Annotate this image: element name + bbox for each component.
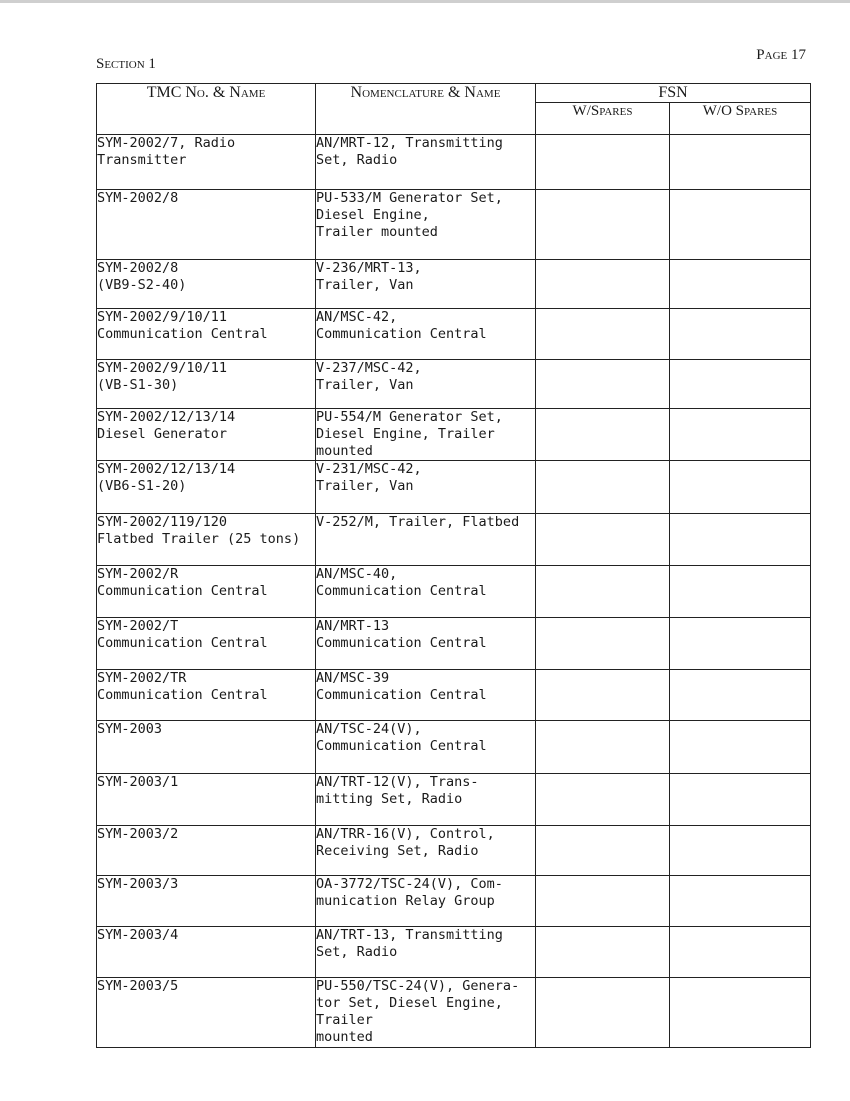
fsn-with-spares-cell xyxy=(536,260,670,309)
table-row xyxy=(97,927,811,978)
table-row xyxy=(97,461,811,514)
section-label: Section 1 xyxy=(96,56,156,72)
table-row xyxy=(97,190,811,260)
nomenclature-cell: AN/MSC-39 Communication Central xyxy=(316,670,536,721)
fsn-without-spares-cell xyxy=(670,260,811,309)
fsn-with-spares-cell xyxy=(536,978,670,1048)
fsn-without-spares-cell xyxy=(670,670,811,721)
table-row xyxy=(97,260,811,309)
tmc-cell: SYM-2002/12/13/14 (VB6-S1-20) xyxy=(97,461,316,514)
nomenclature-cell: AN/TRT-12(V), Trans- mitting Set, Radio xyxy=(316,774,536,826)
nomenclature-cell: AN/MSC-40, Communication Central xyxy=(316,566,536,618)
table-row xyxy=(97,774,811,826)
fsn-without-spares-cell xyxy=(670,618,811,670)
fsn-with-spares-cell xyxy=(536,461,670,514)
fsn-without-spares-cell xyxy=(670,566,811,618)
tmc-cell: SYM-2002/T Communication Central xyxy=(97,618,316,670)
table-row xyxy=(97,670,811,721)
nomenclature-cell: V-252/M, Trailer, Flatbed xyxy=(316,514,536,566)
tmc-cell: SYM-2002/9/10/11 (VB-S1-30) xyxy=(97,360,316,409)
fsn-without-spares-cell xyxy=(670,309,811,360)
fsn-without-spares-cell xyxy=(670,514,811,566)
tmc-cell: SYM-2002/8 (VB9-S2-40) xyxy=(97,260,316,309)
tmc-cell: SYM-2003 xyxy=(97,721,316,774)
nomenclature-cell: PU-550/TSC-24(V), Genera- tor Set, Diesel Engine, Trailer mounted xyxy=(316,978,536,1048)
tmc-cell: SYM-2002/12/13/14 Diesel Generator xyxy=(97,409,316,461)
table-row xyxy=(97,566,811,618)
nomenclature-cell: V-237/MSC-42, Trailer, Van xyxy=(316,360,536,409)
fsn-with-spares-cell xyxy=(536,409,670,461)
fsn-without-spares-cell xyxy=(670,461,811,514)
fsn-with-spares-cell xyxy=(536,618,670,670)
page-number: Page 17 xyxy=(756,47,806,63)
nomenclature-cell: PU-533/M Generator Set, Diesel Engine, Trailer mounted xyxy=(316,190,536,260)
nomenclature-cell: PU-554/M Generator Set, Diesel Engine, Trailer mounted xyxy=(316,409,536,461)
fsn-without-spares-cell xyxy=(670,721,811,774)
nomenclature-cell: AN/MRT-13 Communication Central xyxy=(316,618,536,670)
col-header-without-spares: W/O Spares xyxy=(670,103,811,135)
fsn-with-spares-cell xyxy=(536,514,670,566)
fsn-with-spares-cell xyxy=(536,360,670,409)
table-row xyxy=(97,135,811,190)
table-row xyxy=(97,514,811,566)
scan-top-edge xyxy=(0,0,850,3)
table-row xyxy=(97,978,811,1048)
table-row xyxy=(97,876,811,927)
nomenclature-cell: V-236/MRT-13, Trailer, Van xyxy=(316,260,536,309)
table-row xyxy=(97,360,811,409)
table-row xyxy=(97,409,811,461)
fsn-without-spares-cell xyxy=(670,190,811,260)
table-row xyxy=(97,721,811,774)
fsn-without-spares-cell xyxy=(670,876,811,927)
fsn-without-spares-cell xyxy=(670,978,811,1048)
tmc-cell: SYM-2002/R Communication Central xyxy=(97,566,316,618)
col-header-nomenclature: Nomenclature & Name xyxy=(316,84,536,135)
nomenclature-cell: AN/MRT-12, Transmitting Set, Radio xyxy=(316,135,536,190)
fsn-with-spares-cell xyxy=(536,566,670,618)
fsn-with-spares-cell xyxy=(536,135,670,190)
fsn-with-spares-cell xyxy=(536,721,670,774)
tmc-cell: SYM-2002/7, Radio Transmitter xyxy=(97,135,316,190)
tmc-cell: SYM-2002/119/120 Flatbed Trailer (25 tons) xyxy=(97,514,316,566)
tmc-cell: SYM-2003/4 xyxy=(97,927,316,978)
nomenclature-cell: OA-3772/TSC-24(V), Com- munication Relay Group xyxy=(316,876,536,927)
col-header-with-spares: W/Spares xyxy=(536,103,670,135)
tmc-cell: SYM-2003/5 xyxy=(97,978,316,1048)
nomenclature-cell: AN/TRT-13, Transmitting Set, Radio xyxy=(316,927,536,978)
fsn-with-spares-cell xyxy=(536,826,670,876)
fsn-with-spares-cell xyxy=(536,190,670,260)
tmc-cell: SYM-2002/8 xyxy=(97,190,316,260)
tmc-cell: SYM-2002/TR Communication Central xyxy=(97,670,316,721)
fsn-without-spares-cell xyxy=(670,360,811,409)
tmc-cell: SYM-2002/9/10/11 Communication Central xyxy=(97,309,316,360)
fsn-with-spares-cell xyxy=(536,774,670,826)
table-row xyxy=(97,309,811,360)
fsn-with-spares-cell xyxy=(536,876,670,927)
fsn-with-spares-cell xyxy=(536,670,670,721)
fsn-with-spares-cell xyxy=(536,309,670,360)
tmc-cell: SYM-2003/1 xyxy=(97,774,316,826)
fsn-without-spares-cell xyxy=(670,927,811,978)
nomenclature-cell: AN/TSC-24(V), Communication Central xyxy=(316,721,536,774)
fsn-without-spares-cell xyxy=(670,409,811,461)
col-header-fsn: FSN xyxy=(536,84,811,103)
fsn-with-spares-cell xyxy=(536,927,670,978)
nomenclature-cell: V-231/MSC-42, Trailer, Van xyxy=(316,461,536,514)
table-row xyxy=(97,618,811,670)
tmc-cell: SYM-2003/2 xyxy=(97,826,316,876)
equipment-table xyxy=(96,83,811,1048)
nomenclature-cell: AN/MSC-42, Communication Central xyxy=(316,309,536,360)
fsn-without-spares-cell xyxy=(670,774,811,826)
tmc-cell: SYM-2003/3 xyxy=(97,876,316,927)
fsn-without-spares-cell xyxy=(670,826,811,876)
table-row xyxy=(97,826,811,876)
nomenclature-cell: AN/TRR-16(V), Control, Receiving Set, Radio xyxy=(316,826,536,876)
col-header-tmc: TMC No. & Name xyxy=(97,84,316,135)
fsn-without-spares-cell xyxy=(670,135,811,190)
